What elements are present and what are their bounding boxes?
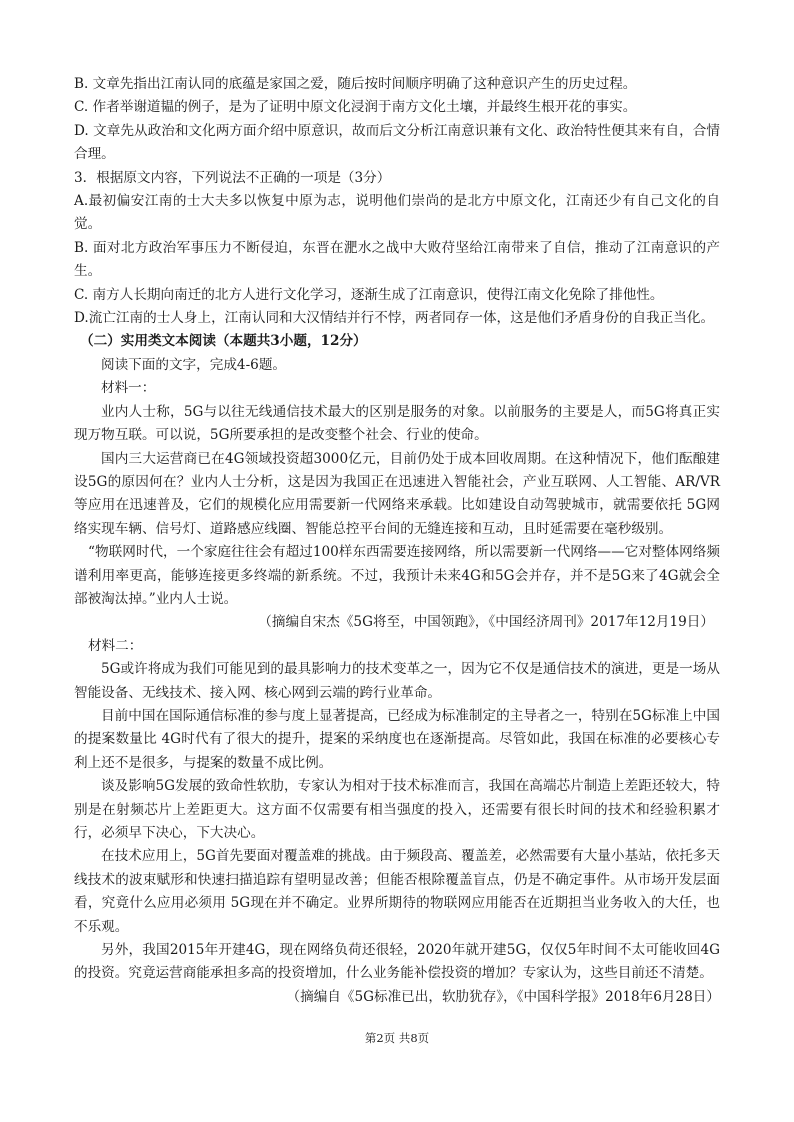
- option-q3-c: C. 南方人长期向南迁的北方人进行文化学习，逐渐生成了江南意识，使得江南文化免除了排他性。: [74, 286, 664, 303]
- question-3-stem: 3．根据原文内容，下列说法不正确的一项是（3分）: [74, 169, 391, 186]
- material-2-paragraph: 另外，我国2015年开建4G，现在网络负荷还很轻，2020年就开建5G，仅仅5年时间不太可能收回4G的投资。究竟运营商能承担多高的投资增加，什么业务能补偿投资的增加？专家认为，这些目前还不清楚。: [74, 942, 720, 982]
- option-q3-b: B. 面对北方政治军事压力不断侵迫，东晋在淝水之战中大败苻坚给江南带来了自信，推动了江南意识的产生。: [74, 239, 720, 280]
- material-2-label: 材料二：: [88, 637, 143, 654]
- page-number-footer: 第2页 共8页: [364, 1031, 430, 1045]
- material-1-paragraph: 国内三大运营商已在4G领域投资超3000亿元，目前仍处于成本回收周期。在这种情况下，他们酝酿建设5G的原因何在？业内人士分析，这是因为我国正在迅速进入智能社会，产业互联网、人工智能、AR/VR等应用在迅速普及，它们的规模化应用需要新一代网络来承载。比如建设自动驾驶城市，就需要依托 5G网络实现车辆、信号灯、道路感应线圈、智能总控平台间的无缝连接和互动，且时延需要在毫秒级别。: [74, 450, 720, 537]
- material-2-paragraph: 5G或许将成为我们可能见到的最具影响力的技术变革之一，因为它不仅是通信技术的演进，更是一场从智能设备、无线技术、接入网、核心网到云端的跨行业革命。: [74, 661, 720, 701]
- exam-page-body: [74, 73, 720, 1009]
- option-q3-a: A.最初偏安江南的士大夫多以恢复中原为志，说明他们崇尚的是北方中原文化，江南还少有自己文化的自觉。: [74, 193, 720, 233]
- material-1-label: 材料一：: [101, 380, 156, 397]
- material-1-paragraph: 业内人士称，5G与以往无线通信技术最大的区别是服务的对象。以前服务的主要是人，而5G将真正实现万物互联。可以说，5G所要承担的是改变整个社会、行业的使命。: [74, 403, 720, 444]
- material-2-paragraph: 谈及影响5G发展的致命性软肋，专家认为相对于技术标准而言，我国在高端芯片制造上差距还较大，特别是在射频芯片上差距更大。这方面不仅需要有相当强度的投入，还需要有很长时间的技术和经验积累才行，必须早下决心，下大决心。: [74, 778, 720, 841]
- section-heading: （二）实用类文本阅读（本题共3小题，12分）: [80, 333, 367, 350]
- option-q2-c: C. 作者举谢道韫的例子，是为了证明中原文化浸润于南方文化土壤，并最终生根开花的事实。: [74, 99, 637, 116]
- material-2-paragraph: 在技术应用上，5G首先要面对覆盖难的挑战。由于频段高、覆盖差，必然需要有大量小基站，依托多天线技术的波束赋形和快速扫描追踪有望明显改善；但能否根除覆盖盲点，仍是不确定事件。从市场开发层面看，究竟什么应用必须用 5G现在并不确定。业界所期待的物联网应用能否在近期担当业务收入的大任，也不乐观。: [74, 848, 720, 935]
- option-q2-d: D. 文章先从政治和文化两方面介绍中原意识，故而后文分析江南意识兼有文化、政治特性便其来有自，合情合理。: [74, 122, 720, 163]
- material-2-source: （摘编自《5G标准已出，软肋犹存》，《中国科学报》2018年6月28日）: [286, 988, 720, 1005]
- material-1-paragraph: “物联网时代，一个家庭往往会有超过100样东西需要连接网络，所以需要新一代网络——它对整体网络频谱利用率更高，能够连接更多终端的新系统。不过，我预计未来4G和5G会并存，并不是5G来了4G就会全部被淘汰掉。”业内人士说。: [74, 544, 720, 607]
- reading-instruction: 阅读下面的文字，完成4-6题。: [101, 356, 287, 373]
- option-q2-b: B. 文章先指出江南认同的底蕴是家国之爱，随后按时间顺序明确了这种意识产生的历史过程。: [74, 76, 637, 92]
- material-1-source: （摘编自宋杰《5G将至，中国领跑》，《中国经济周刊》2017年12月19日）: [258, 614, 714, 631]
- material-2-paragraph: 目前中国在国际通信标准的参与度上显著提高，已经成为标准制定的主导者之一，特别在5G标准上中国的提案数量比 4G时代有了很大的提升，提案的采纳度也在逐渐提高。尽管如此，我国在标准的必要核心专利上还不是很多，与提案的数量不成比例。: [74, 707, 720, 771]
- option-q3-d: D.流亡江南的士人身上，江南认同和大汉情结并行不悖，两者同存一体，这是他们矛盾身份的自我正当化。: [74, 310, 715, 327]
